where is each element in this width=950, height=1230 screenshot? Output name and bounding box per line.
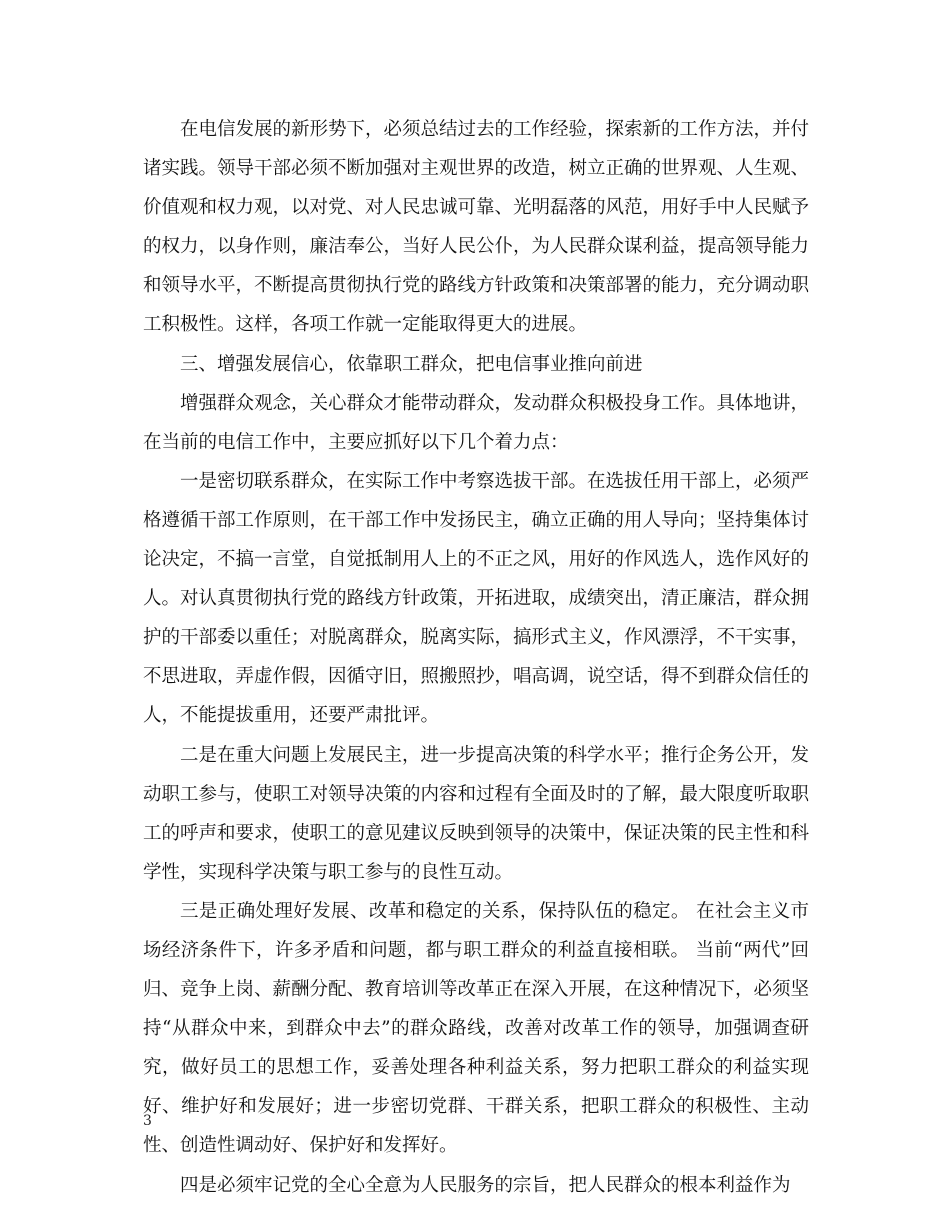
paragraph-point-three: 三是正确处理好发展、改革和稳定的关系，保持队伍的稳定。 在社会主义市场经济条件下，许多矛盾和问题，都与职工群众的利益直接相联。 当前“两代”回归、竞争上岗、薪酬分配、教育培训等改革正在深入开展，在这种情况下，必须坚持“从群众中来，到群众中去”的群众路线，改善对改革工作的领导，加强调查研究，做好员工的思想工作，妥善处理各种利益关系，努力把职工群众的利益实现好、维护好和发展好；进一步密切党群、干群关系，把职工群众的积极性、主动性、创造性调动好、保护好和发挥好。	[143, 900, 810, 1157]
page-number: 3	[143, 1113, 152, 1129]
paragraph-point-two: 二是在重大问题上发展民主，进一步提高决策的科学水平；推行企务公开，发动职工参与，使职工对领导决策的内容和过程有全面及时的了解，最大限度听取职工的呼声和要求，使职工的意见建议反映到领导的决策中，保证决策的民主性和科学性，实现科学决策与职工参与的良性互动。	[143, 744, 810, 883]
paragraph-new-situation: 在电信发展的新形势下，必须总结过去的工作经验，探索新的工作方法，并付诸实践。领导干部必须不断加强对主观世界的改造，树立正确的世界观、人生观、价值观和权力观，以对党、对人民忠诚可靠、光明磊落的风范，用好手中人民赋予的权力，以身作则，廉洁奉公，当好人民公仆，为人民群众谋利益，提高领导能力和领导水平，不断提高贯彻执行党的路线方针政策和决策部署的能力，充分调动职工积极性。这样，各项工作就一定能取得更大的进展。	[143, 119, 810, 336]
section-heading-three: 三、增强发展信心，依靠职工群众，把电信事业推向前进	[180, 353, 643, 375]
paragraph-point-four: 四是必须牢记党的全心全意为人民服务的宗旨，把人民群众的根本利益作为	[180, 1174, 791, 1196]
paragraph-mass-concept: 增强群众观念，关心群众才能带动群众，发动群众积极投身工作。具体地讲，在当前的电信工作中，主要应抓好以下几个着力点：	[143, 392, 810, 453]
paragraph-point-one: 一是密切联系群众，在实际工作中考察选拔干部。在选拔任用干部上，必须严格遵循干部工作原则，在干部工作中发扬民主，确立正确的用人导向；坚持集体讨论决定，不搞一言堂，自觉抵制用人上的不正之风，用好的作风选人，选作风好的人。对认真贯彻执行党的路线方针政策，开拓进取，成绩突出，清正廉洁，群众拥护的干部委以重任；对脱离群众，脱离实际，搞形式主义，作风漂浮，不干实事，不思进取，弄虚作假，因循守旧，照搬照抄，唱高调，说空话，得不到群众信任的人，不能提拔重用，还要严肃批评。	[143, 470, 810, 727]
document-body	[143, 110, 809, 1205]
